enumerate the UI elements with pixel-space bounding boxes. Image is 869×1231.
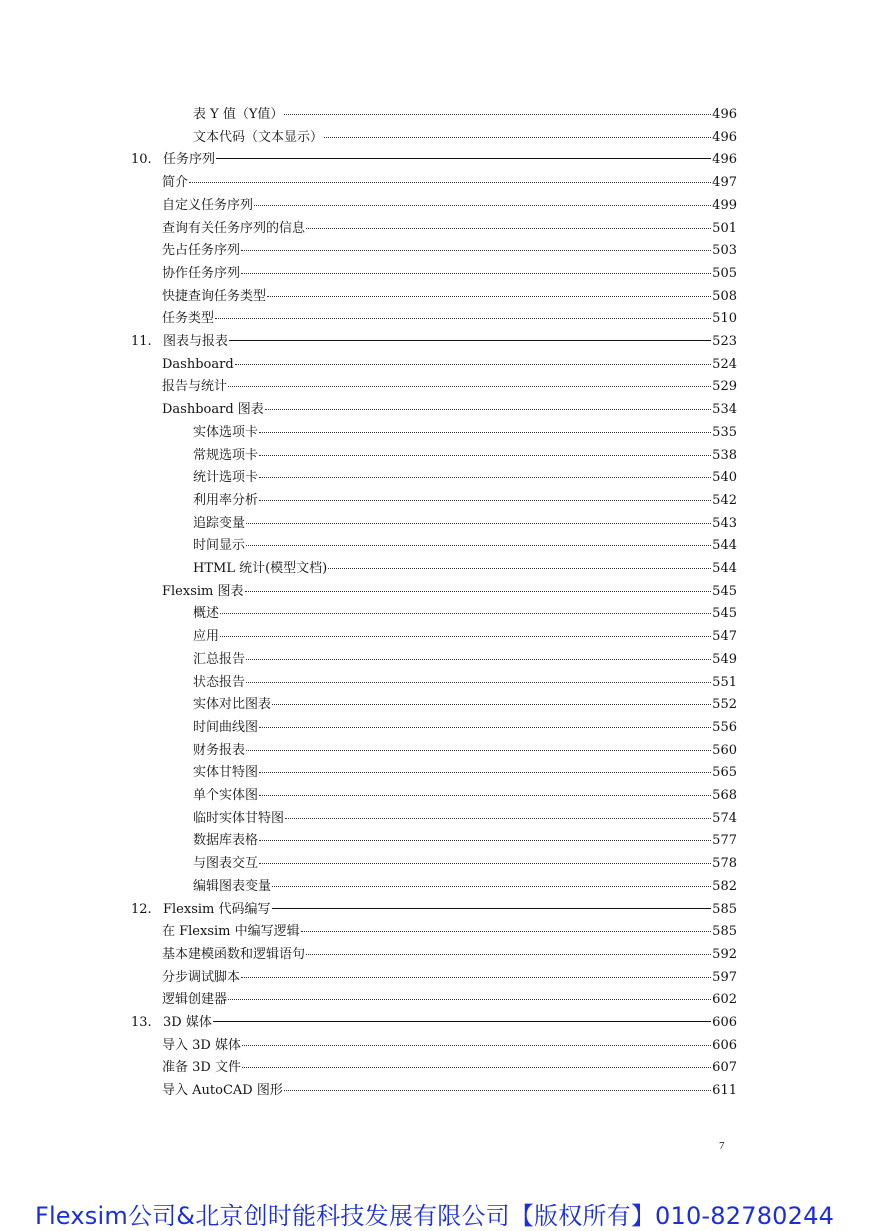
toc-page-number: 496 <box>712 152 737 167</box>
toc-page-number: 606 <box>712 1015 737 1030</box>
toc-page-number: 578 <box>712 856 737 871</box>
toc-page-number: 524 <box>712 357 737 372</box>
toc-page-number: 611 <box>712 1083 737 1098</box>
toc-entry-title: 在 Flexsim 中编写逻辑 <box>162 924 300 939</box>
toc-entry-title: 利用率分析 <box>193 493 259 508</box>
toc-leader <box>228 998 711 1000</box>
toc-entry[interactable] <box>162 218 737 240</box>
toc-page-number: 540 <box>712 470 737 485</box>
toc-entry-title: Dashboard 图表 <box>162 402 264 417</box>
toc-entry[interactable] <box>162 944 737 966</box>
toc-entry-title: 自定义任务序列 <box>162 198 254 213</box>
toc-leader <box>213 1020 711 1022</box>
toc-entry[interactable] <box>193 490 737 512</box>
toc-entry[interactable] <box>162 308 737 330</box>
toc-entry-title: 时间显示 <box>193 538 246 553</box>
toc-leader <box>259 794 711 796</box>
toc-page-number: 510 <box>712 311 737 326</box>
toc-leader <box>267 295 711 297</box>
toc-page-number: 496 <box>712 107 737 122</box>
toc-entry[interactable] <box>193 535 737 557</box>
toc-page-number: 585 <box>712 902 737 917</box>
toc-page-number: 547 <box>712 629 737 644</box>
toc-leader <box>242 1044 711 1046</box>
toc-chapter-entry[interactable] <box>131 1012 737 1034</box>
toc-page-number: 545 <box>712 584 737 599</box>
toc-leader <box>259 862 711 864</box>
toc-leader <box>328 567 711 569</box>
toc-entry[interactable] <box>193 467 737 489</box>
toc-leader <box>215 317 711 319</box>
toc-entry-title: 应用 <box>193 629 220 644</box>
toc-leader <box>272 885 711 887</box>
toc-leader <box>235 363 712 365</box>
toc-page-number: 508 <box>712 289 737 304</box>
toc-entry[interactable] <box>193 762 737 784</box>
toc-entry[interactable] <box>193 740 737 762</box>
toc-entry[interactable] <box>162 172 737 194</box>
toc-entry[interactable] <box>193 808 737 830</box>
toc-page-number: 544 <box>712 538 737 553</box>
toc-entry-title: 财务报表 <box>193 743 246 758</box>
toc-page-number: 597 <box>712 970 737 985</box>
toc-page-number: 560 <box>712 743 737 758</box>
toc-chapter-number: 12. <box>131 902 152 917</box>
toc-leader <box>254 204 711 206</box>
toc-entry-title: 时间曲线图 <box>193 720 259 735</box>
toc-leader <box>259 431 711 433</box>
toc-leader <box>259 726 711 728</box>
toc-page-number: 542 <box>712 493 737 508</box>
toc-entry-title: 统计选项卡 <box>193 470 259 485</box>
toc-entry-title: 编辑图表变量 <box>193 879 272 894</box>
toc-entry-title: Flexsim 图表 <box>162 584 244 599</box>
toc-page-number: 577 <box>712 833 737 848</box>
toc-leader <box>272 703 711 705</box>
toc-entry-title: 报告与统计 <box>162 379 228 394</box>
toc-page-number: 496 <box>712 130 737 145</box>
toc-entry[interactable] <box>193 127 737 149</box>
toc-entry-title: 文本代码（文本显示） <box>193 130 324 145</box>
toc-entry-title: 汇总报告 <box>193 652 246 667</box>
toc-entry[interactable] <box>193 830 737 852</box>
toc-entry[interactable] <box>193 513 737 535</box>
toc-leader <box>259 839 711 841</box>
toc-chapter-number: 13. <box>131 1015 152 1030</box>
toc-entry[interactable] <box>162 921 737 943</box>
toc-entry[interactable] <box>193 876 737 898</box>
toc-page-number: 523 <box>712 334 737 349</box>
toc-page-number: 501 <box>712 221 737 236</box>
toc-leader <box>228 385 711 387</box>
toc-entry-title: 快捷查询任务类型 <box>162 289 267 304</box>
toc-leader <box>259 476 711 478</box>
toc-entry-title: 单个实体图 <box>193 788 259 803</box>
toc-leader <box>246 522 711 524</box>
toc-entry[interactable] <box>193 649 737 671</box>
toc-chapter-entry[interactable] <box>131 149 737 171</box>
toc-leader <box>306 953 711 955</box>
toc-entry[interactable] <box>162 989 737 1011</box>
toc-page-number: 529 <box>712 379 737 394</box>
toc-entry[interactable] <box>162 1057 737 1079</box>
toc-leader <box>284 1089 711 1091</box>
toc-leader <box>324 136 711 138</box>
toc-leader <box>265 408 711 410</box>
toc-page-number: 538 <box>712 448 737 463</box>
toc-entry-title: 任务序列 <box>163 152 216 167</box>
toc-entry-title: Flexsim 代码编写 <box>163 902 271 917</box>
toc-page-number: 551 <box>712 675 737 690</box>
toc-entry[interactable] <box>162 967 737 989</box>
toc-leader <box>272 907 712 909</box>
toc-page-number: 582 <box>712 879 737 894</box>
toc-page-number: 574 <box>712 811 737 826</box>
toc-entry-title: 追踪变量 <box>193 516 246 531</box>
toc-entry-title: 任务类型 <box>162 311 215 326</box>
toc-page-number: 568 <box>712 788 737 803</box>
toc-entry-title: 准备 3D 文件 <box>162 1060 241 1075</box>
toc-entry-title: HTML 统计(模型文档) <box>193 561 328 576</box>
toc-leader <box>284 113 711 115</box>
toc-chapter-number: 11. <box>131 334 152 349</box>
toc-page-number: 499 <box>712 198 737 213</box>
toc-chapter-number: 10. <box>131 152 152 167</box>
toc-page-number: 549 <box>712 652 737 667</box>
toc-entry-title: 导入 3D 媒体 <box>162 1038 241 1053</box>
copyright-footer: Flexsim公司&北京创时能科技发展有限公司【版权所有】010-82780244 <box>34 1202 835 1230</box>
toc-page-number: 565 <box>712 765 737 780</box>
toc-leader <box>229 339 711 341</box>
toc-chapter-entry[interactable] <box>131 899 737 921</box>
toc-page-number: 543 <box>712 516 737 531</box>
toc-page-number: 602 <box>712 992 737 1007</box>
toc-entry-title: 基本建模函数和逻辑语句 <box>162 947 306 962</box>
toc-leader <box>259 499 711 501</box>
toc-entry-title: 先占任务序列 <box>162 243 241 258</box>
toc-leader <box>259 771 711 773</box>
toc-leader <box>241 249 711 251</box>
toc-page-number: 552 <box>712 697 737 712</box>
toc-leader <box>220 612 711 614</box>
toc-page-number: 534 <box>712 402 737 417</box>
toc-page-number: 544 <box>712 561 737 576</box>
toc-entry-title: 查询有关任务序列的信息 <box>162 221 306 236</box>
toc-entry-title: 概述 <box>193 606 220 621</box>
toc-entry[interactable] <box>162 399 737 421</box>
toc-leader <box>216 157 711 159</box>
toc-entry[interactable] <box>162 286 737 308</box>
toc-entry-title: 分步调试脚本 <box>162 970 241 985</box>
toc-page-number: 505 <box>712 266 737 281</box>
toc-entry[interactable] <box>162 1035 737 1057</box>
toc-page-number: 545 <box>712 606 737 621</box>
toc-entry[interactable] <box>162 376 737 398</box>
toc-entry-title: 逻辑创建器 <box>162 992 228 1007</box>
toc-leader <box>246 681 711 683</box>
toc-page-number: 585 <box>712 924 737 939</box>
toc-entry[interactable] <box>193 422 737 444</box>
toc-leader <box>245 590 712 592</box>
toc-leader <box>301 930 712 932</box>
toc-leader <box>220 635 711 637</box>
toc-page-number: 503 <box>712 243 737 258</box>
toc-entry[interactable] <box>193 445 737 467</box>
toc-entry-title: 图表与报表 <box>163 334 229 349</box>
toc-page-number: 535 <box>712 425 737 440</box>
toc-entry-title: Dashboard <box>162 357 234 372</box>
toc-entry[interactable] <box>193 603 737 625</box>
toc-entry-title: 与图表交互 <box>193 856 259 871</box>
toc-entry-title: 状态报告 <box>193 675 246 690</box>
toc-entry[interactable] <box>193 558 737 580</box>
toc-entry-title: 实体选项卡 <box>193 425 259 440</box>
toc-entry-title: 常规选项卡 <box>193 448 259 463</box>
toc-entry-title: 数据库表格 <box>193 833 259 848</box>
toc-page-number: 556 <box>712 720 737 735</box>
toc-leader <box>306 227 711 229</box>
toc-entry[interactable] <box>193 672 737 694</box>
toc-entry[interactable] <box>162 263 737 285</box>
toc-leader <box>241 272 711 274</box>
toc-entry[interactable] <box>193 785 737 807</box>
toc-entry-title: 实体甘特图 <box>193 765 259 780</box>
toc-leader <box>246 544 711 546</box>
toc-leader <box>242 1066 711 1068</box>
page-number: 7 <box>719 1140 725 1152</box>
toc-leader <box>259 454 711 456</box>
toc-entry-title: 表 Y 值（Y值） <box>193 107 284 122</box>
toc-entry-title: 实体对比图表 <box>193 697 272 712</box>
toc-chapter-entry[interactable] <box>131 331 737 353</box>
toc-leader <box>246 749 711 751</box>
toc-entry-title: 导入 AutoCAD 图形 <box>162 1083 283 1098</box>
toc-entry[interactable] <box>193 694 737 716</box>
toc-page-number: 497 <box>712 175 737 190</box>
toc-entry-title: 3D 媒体 <box>163 1015 212 1030</box>
toc-page-number: 606 <box>712 1038 737 1053</box>
toc-entry[interactable] <box>162 240 737 262</box>
toc-entry[interactable] <box>193 104 737 126</box>
toc-entry[interactable] <box>162 581 737 603</box>
toc-entry-title: 协作任务序列 <box>162 266 241 281</box>
toc-entry[interactable] <box>162 354 737 376</box>
toc-entry-title: 临时实体甘特图 <box>193 811 285 826</box>
toc-page-number: 607 <box>712 1060 737 1075</box>
toc-leader <box>241 976 711 978</box>
toc-entry-title: 简介 <box>162 175 189 190</box>
toc-entry[interactable] <box>193 853 737 875</box>
toc-entry[interactable] <box>162 1080 737 1102</box>
toc-entry[interactable] <box>193 626 737 648</box>
toc-leader <box>189 181 711 183</box>
toc-page-number: 592 <box>712 947 737 962</box>
toc-leader <box>285 817 711 819</box>
toc-entry[interactable] <box>193 717 737 739</box>
toc-entry[interactable] <box>162 195 737 217</box>
toc-leader <box>246 658 711 660</box>
